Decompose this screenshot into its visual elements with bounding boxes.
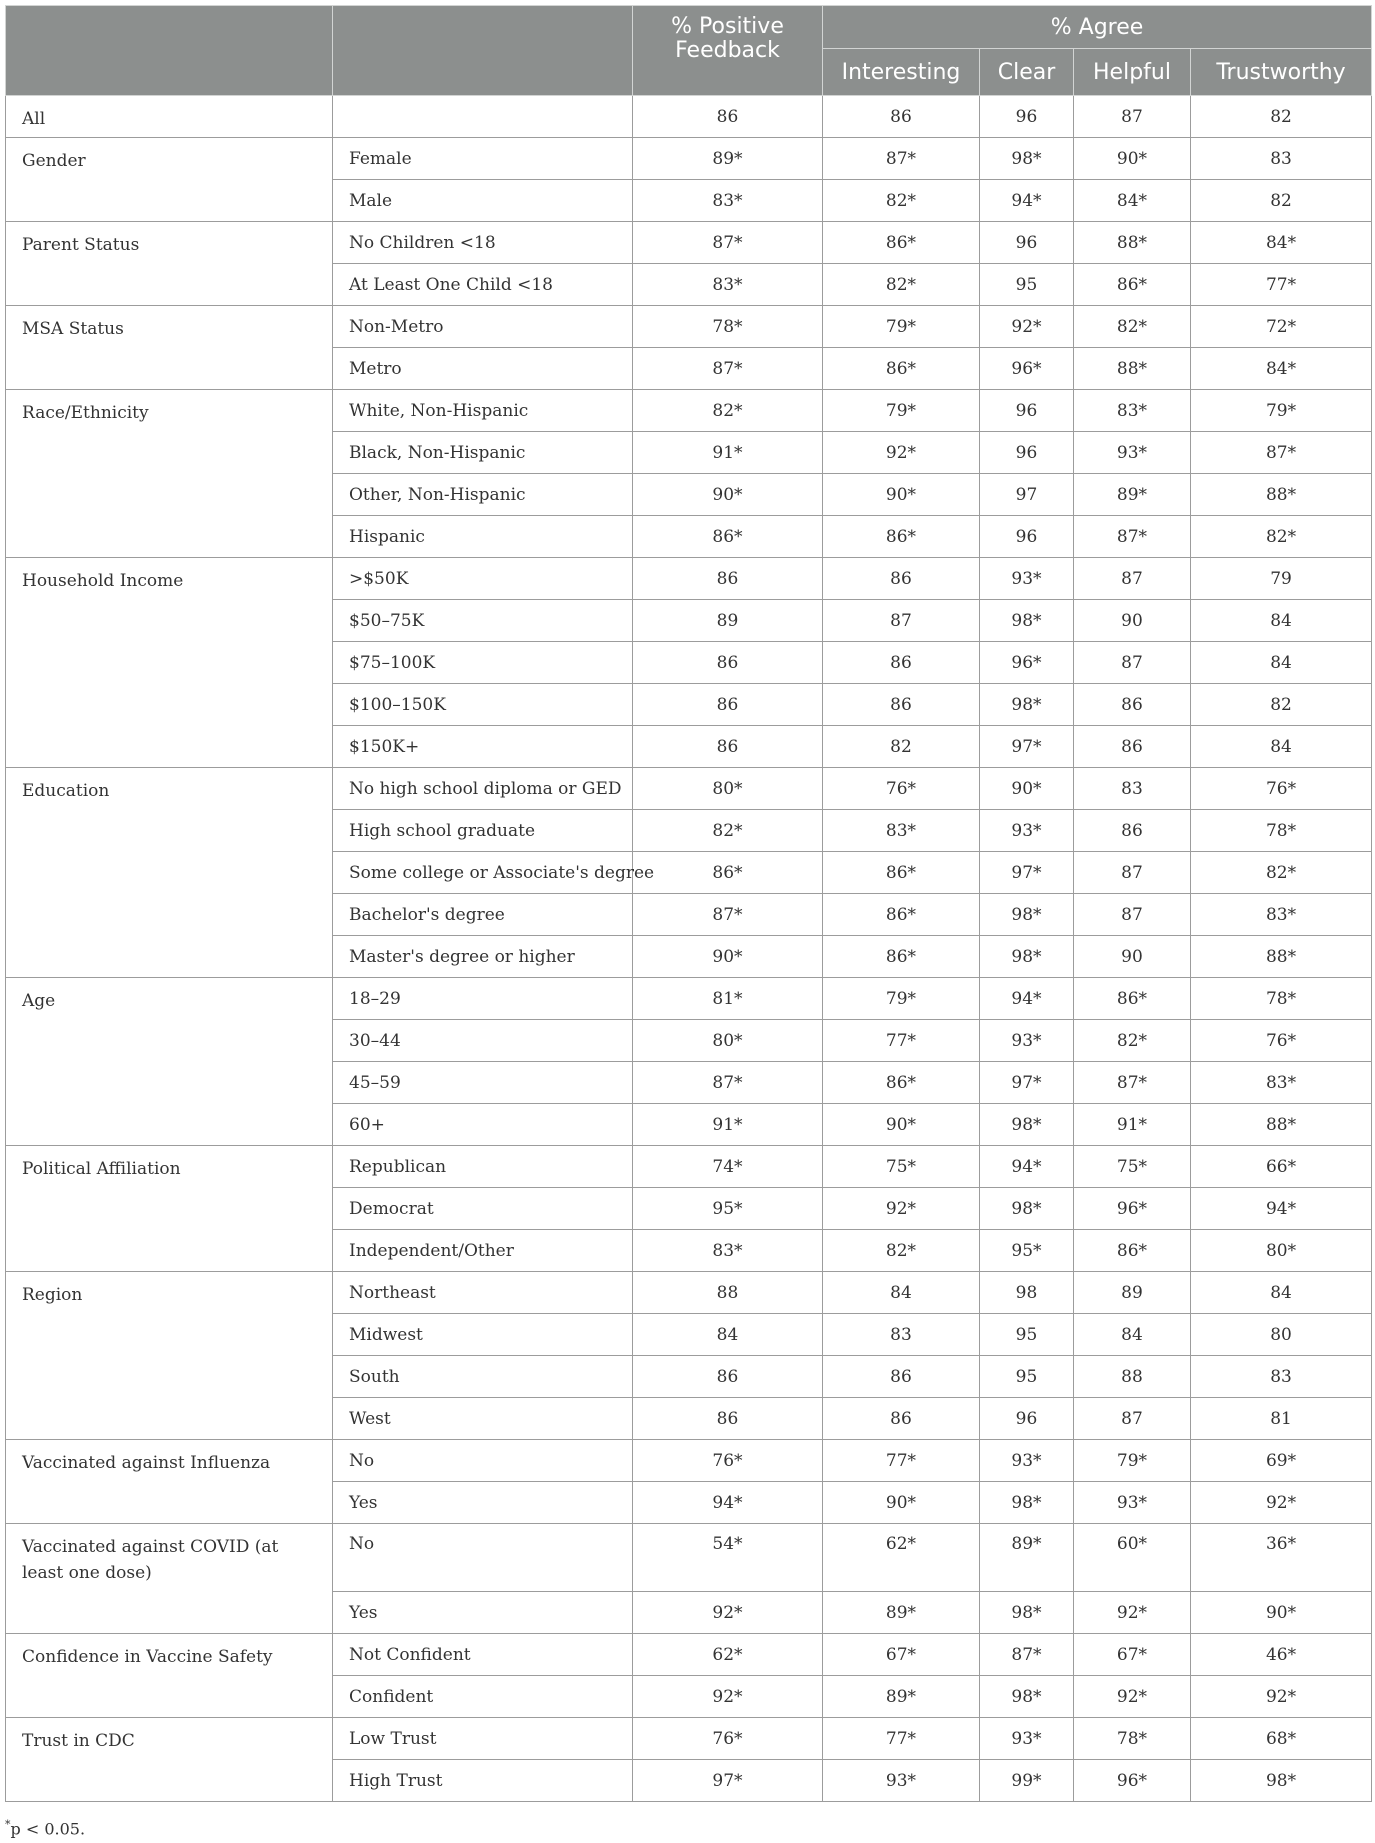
value-cell: 76* [633, 1440, 823, 1482]
group-label: Household Income [6, 558, 333, 768]
value-cell: 93* [823, 1760, 980, 1802]
value-cell: 67* [823, 1634, 980, 1676]
value-cell: 89 [1074, 1272, 1191, 1314]
value-cell: 92* [1074, 1592, 1191, 1634]
group-label: Race/Ethnicity [6, 390, 333, 558]
value-cell: 93* [980, 1440, 1074, 1482]
value-cell: 80* [1191, 1230, 1372, 1272]
value-cell: 89* [823, 1676, 980, 1718]
value-cell: 86* [823, 1062, 980, 1104]
subgroup-label: No high school diploma or GED [333, 768, 633, 810]
footnote-text: p < 0.05. [10, 1819, 86, 1839]
value-cell: 91* [633, 432, 823, 474]
value-cell: 83* [633, 1230, 823, 1272]
group-label: All [6, 96, 333, 138]
value-cell: 86 [1074, 810, 1191, 852]
value-cell: 87 [1074, 894, 1191, 936]
subgroup-label: Low Trust [333, 1718, 633, 1760]
value-cell: 94* [980, 978, 1074, 1020]
group-label: MSA Status [6, 306, 333, 390]
value-cell: 86* [633, 852, 823, 894]
value-cell: 86 [823, 96, 980, 138]
value-cell: 86 [823, 1398, 980, 1440]
footnote [5, 1818, 85, 1838]
group-label: Trust in CDC [6, 1718, 333, 1802]
subgroup-label: Confident [333, 1676, 633, 1718]
value-cell: 88* [1191, 936, 1372, 978]
value-cell: 86* [823, 894, 980, 936]
group-label: Parent Status [6, 222, 333, 306]
value-cell: 87* [633, 894, 823, 936]
header-positive-feedback: % Positive Feedback [633, 6, 823, 96]
value-cell: 82* [823, 180, 980, 222]
value-cell: 86 [633, 642, 823, 684]
value-cell: 87* [633, 222, 823, 264]
subgroup-label: No [333, 1524, 633, 1592]
value-cell: 87 [1074, 642, 1191, 684]
value-cell: 84 [1191, 642, 1372, 684]
value-cell: 90 [1074, 600, 1191, 642]
value-cell: 76* [823, 768, 980, 810]
subgroup-label: Yes [333, 1482, 633, 1524]
value-cell: 87* [980, 1634, 1074, 1676]
header-agree: % Agree [823, 6, 1372, 49]
value-cell: 90* [980, 768, 1074, 810]
value-cell: 95* [633, 1188, 823, 1230]
value-cell: 87 [1074, 96, 1191, 138]
subgroup-label: Hispanic [333, 516, 633, 558]
subgroup-label: 30–44 [333, 1020, 633, 1062]
group-label: Confidence in Vaccine Safety [6, 1634, 333, 1718]
value-cell: 88* [1191, 474, 1372, 516]
subgroup-label: Northeast [333, 1272, 633, 1314]
value-cell: 94* [1191, 1188, 1372, 1230]
value-cell: 90* [823, 474, 980, 516]
value-cell: 93* [980, 810, 1074, 852]
table-row [6, 1524, 1372, 1592]
value-cell: 75* [823, 1146, 980, 1188]
value-cell: 87* [633, 348, 823, 390]
value-cell: 96 [980, 432, 1074, 474]
subgroup-label: 60+ [333, 1104, 633, 1146]
value-cell: 93* [980, 558, 1074, 600]
value-cell: 84 [633, 1314, 823, 1356]
value-cell: 83* [633, 264, 823, 306]
value-cell: 90 [1074, 936, 1191, 978]
value-cell: 87* [1074, 516, 1191, 558]
subgroup-label: Other, Non-Hispanic [333, 474, 633, 516]
table-row [6, 1146, 1372, 1188]
value-cell: 87* [633, 1062, 823, 1104]
value-cell: 77* [823, 1440, 980, 1482]
value-cell: 82* [823, 264, 980, 306]
table-header [6, 6, 1372, 96]
value-cell: 84 [1191, 726, 1372, 768]
table-row [6, 1440, 1372, 1482]
value-cell: 93* [1074, 1482, 1191, 1524]
value-cell: 89* [980, 1524, 1074, 1592]
subgroup-label: No Children <18 [333, 222, 633, 264]
value-cell: 86 [633, 558, 823, 600]
subgroup-label: Midwest [333, 1314, 633, 1356]
value-cell: 96* [1074, 1760, 1191, 1802]
value-cell: 83* [633, 180, 823, 222]
value-cell: 87* [1074, 1062, 1191, 1104]
value-cell: 87* [1191, 432, 1372, 474]
value-cell: 82* [1191, 516, 1372, 558]
value-cell: 79* [823, 306, 980, 348]
value-cell: 86* [823, 936, 980, 978]
value-cell: 92* [823, 1188, 980, 1230]
value-cell: 83 [1191, 1356, 1372, 1398]
subgroup-label: Black, Non-Hispanic [333, 432, 633, 474]
value-cell: 94* [633, 1482, 823, 1524]
value-cell: 88 [1074, 1356, 1191, 1398]
subgroup-label: Republican [333, 1146, 633, 1188]
value-cell: 95 [980, 264, 1074, 306]
value-cell: 84 [823, 1272, 980, 1314]
value-cell: 88 [633, 1272, 823, 1314]
subgroup-label: High Trust [333, 1760, 633, 1802]
value-cell: 86 [823, 558, 980, 600]
value-cell: 92* [980, 306, 1074, 348]
value-cell: 96 [980, 222, 1074, 264]
value-cell: 88* [1191, 1104, 1372, 1146]
value-cell: 84 [1074, 1314, 1191, 1356]
value-cell: 86 [633, 96, 823, 138]
value-cell: 82 [1191, 684, 1372, 726]
value-cell: 79* [823, 978, 980, 1020]
subgroup-label: Metro [333, 348, 633, 390]
value-cell: 88* [1074, 348, 1191, 390]
subgroup-label: Not Confident [333, 1634, 633, 1676]
table-body [6, 96, 1372, 1802]
table-row [6, 306, 1372, 348]
value-cell: 93* [1074, 432, 1191, 474]
value-cell: 98* [980, 1482, 1074, 1524]
table-row [6, 222, 1372, 264]
value-cell: 98* [980, 684, 1074, 726]
value-cell: 89* [633, 138, 823, 180]
value-cell: 86 [823, 684, 980, 726]
value-cell: 84* [1074, 180, 1191, 222]
value-cell: 92* [633, 1592, 823, 1634]
value-cell: 95* [980, 1230, 1074, 1272]
group-label: Age [6, 978, 333, 1146]
subgroup-label: Female [333, 138, 633, 180]
subgroup-label: White, Non-Hispanic [333, 390, 633, 432]
subgroup-label: $100–150K [333, 684, 633, 726]
value-cell: 69* [1191, 1440, 1372, 1482]
value-cell: 80* [633, 1020, 823, 1062]
value-cell: 77* [1191, 264, 1372, 306]
value-cell: 79* [1191, 390, 1372, 432]
value-cell: 95 [980, 1356, 1074, 1398]
group-label: Vaccinated against Influenza [6, 1440, 333, 1524]
subgroup-label: Master's degree or higher [333, 936, 633, 978]
value-cell: 77* [823, 1020, 980, 1062]
value-cell: 89* [1074, 474, 1191, 516]
value-cell: 77* [823, 1718, 980, 1760]
value-cell: 78* [633, 306, 823, 348]
table-row [6, 138, 1372, 180]
table-row [6, 1272, 1372, 1314]
header-clear: Clear [980, 49, 1074, 96]
value-cell: 93* [980, 1020, 1074, 1062]
value-cell: 87 [1074, 558, 1191, 600]
value-cell: 83 [823, 1314, 980, 1356]
value-cell: 84* [1191, 222, 1372, 264]
results-table-container [5, 5, 1371, 1802]
value-cell: 36* [1191, 1524, 1372, 1592]
value-cell: 68* [1191, 1718, 1372, 1760]
value-cell: 82* [823, 1230, 980, 1272]
value-cell: 86* [633, 516, 823, 558]
value-cell: 86 [1074, 684, 1191, 726]
group-label: Gender [6, 138, 333, 222]
group-label: Political Affiliation [6, 1146, 333, 1272]
value-cell: 76* [1191, 768, 1372, 810]
value-cell: 95 [980, 1314, 1074, 1356]
subgroup-label: 45–59 [333, 1062, 633, 1104]
value-cell: 54* [633, 1524, 823, 1592]
value-cell: 83* [1074, 390, 1191, 432]
header-interesting: Interesting [823, 49, 980, 96]
subgroup-label: No [333, 1440, 633, 1482]
value-cell: 98* [980, 1104, 1074, 1146]
header-empty-subgroup [333, 6, 633, 96]
value-cell: 82* [1074, 306, 1191, 348]
value-cell: 86 [633, 726, 823, 768]
value-cell: 82* [633, 390, 823, 432]
value-cell: 86 [633, 1398, 823, 1440]
value-cell: 66* [1191, 1146, 1372, 1188]
value-cell: 92* [1191, 1676, 1372, 1718]
value-cell: 83* [823, 810, 980, 852]
value-cell: 96* [1074, 1188, 1191, 1230]
value-cell: 86 [633, 684, 823, 726]
value-cell: 82 [1191, 96, 1372, 138]
value-cell: 86* [823, 516, 980, 558]
group-label: Education [6, 768, 333, 978]
group-label: Vaccinated against COVID (at least one dose) [6, 1524, 333, 1634]
value-cell: 91* [1074, 1104, 1191, 1146]
value-cell: 86* [823, 852, 980, 894]
value-cell: 97* [633, 1760, 823, 1802]
value-cell: 97* [980, 1062, 1074, 1104]
value-cell: 79* [1074, 1440, 1191, 1482]
value-cell: 62* [633, 1634, 823, 1676]
value-cell: 82* [633, 810, 823, 852]
subgroup-label: $150K+ [333, 726, 633, 768]
value-cell: 82 [823, 726, 980, 768]
value-cell: 78* [1074, 1718, 1191, 1760]
value-cell: 90* [633, 474, 823, 516]
table-row [6, 768, 1372, 810]
value-cell: 90* [823, 1104, 980, 1146]
table-row [6, 390, 1372, 432]
value-cell: 75* [1074, 1146, 1191, 1188]
value-cell: 96 [980, 390, 1074, 432]
value-cell: 90* [1191, 1592, 1372, 1634]
value-cell: 83 [1074, 768, 1191, 810]
subgroup-label: Non-Metro [333, 306, 633, 348]
value-cell: 72* [1191, 306, 1372, 348]
value-cell: 90* [1074, 138, 1191, 180]
value-cell: 86* [823, 222, 980, 264]
value-cell: 89* [823, 1592, 980, 1634]
value-cell: 96* [980, 642, 1074, 684]
subgroup-label: Democrat [333, 1188, 633, 1230]
value-cell: 86 [823, 642, 980, 684]
value-cell: 97 [980, 474, 1074, 516]
subgroup-label: $75–100K [333, 642, 633, 684]
subgroup-label: Some college or Associate's degree [333, 852, 633, 894]
header-empty-group [6, 6, 333, 96]
subgroup-label: West [333, 1398, 633, 1440]
value-cell: 82* [1191, 852, 1372, 894]
value-cell: 96 [980, 96, 1074, 138]
subgroup-label: Bachelor's degree [333, 894, 633, 936]
value-cell: 46* [1191, 1634, 1372, 1676]
value-cell: 92* [633, 1676, 823, 1718]
value-cell: 88* [1074, 222, 1191, 264]
value-cell: 86 [823, 1356, 980, 1398]
value-cell: 81 [1191, 1398, 1372, 1440]
value-cell: 86* [1074, 264, 1191, 306]
value-cell: 76* [633, 1718, 823, 1760]
value-cell: 78* [1191, 978, 1372, 1020]
value-cell: 94* [980, 180, 1074, 222]
value-cell: 86* [1074, 978, 1191, 1020]
subgroup-label: >$50K [333, 558, 633, 600]
value-cell: 92* [823, 432, 980, 474]
value-cell: 79 [1191, 558, 1372, 600]
value-cell: 87* [823, 138, 980, 180]
value-cell: 98* [980, 1592, 1074, 1634]
header-trustworthy: Trustworthy [1191, 49, 1372, 96]
subgroup-label: Male [333, 180, 633, 222]
value-cell: 67* [1074, 1634, 1191, 1676]
subgroup-label: 18–29 [333, 978, 633, 1020]
subgroup-label: High school graduate [333, 810, 633, 852]
value-cell: 98* [1191, 1760, 1372, 1802]
subgroup-label [333, 96, 633, 138]
value-cell: 86 [1074, 726, 1191, 768]
value-cell: 86* [1074, 1230, 1191, 1272]
value-cell: 79* [823, 390, 980, 432]
value-cell: 98* [980, 1676, 1074, 1718]
table-row [6, 1718, 1372, 1760]
value-cell: 84 [1191, 1272, 1372, 1314]
value-cell: 82* [1074, 1020, 1191, 1062]
value-cell: 83* [1191, 894, 1372, 936]
value-cell: 96* [980, 348, 1074, 390]
value-cell: 98 [980, 1272, 1074, 1314]
value-cell: 78* [1191, 810, 1372, 852]
results-table [5, 5, 1372, 1802]
value-cell: 80* [633, 768, 823, 810]
value-cell: 91* [633, 1104, 823, 1146]
value-cell: 87 [1074, 1398, 1191, 1440]
value-cell: 60* [1074, 1524, 1191, 1592]
value-cell: 98* [980, 138, 1074, 180]
subgroup-label: Yes [333, 1592, 633, 1634]
value-cell: 82 [1191, 180, 1372, 222]
table-row [6, 978, 1372, 1020]
value-cell: 96 [980, 1398, 1074, 1440]
table-row [6, 558, 1372, 600]
subgroup-label: South [333, 1356, 633, 1398]
value-cell: 83 [1191, 138, 1372, 180]
table-row [6, 96, 1372, 138]
value-cell: 89 [633, 600, 823, 642]
value-cell: 98* [980, 1188, 1074, 1230]
value-cell: 84 [1191, 600, 1372, 642]
value-cell: 76* [1191, 1020, 1372, 1062]
value-cell: 96 [980, 516, 1074, 558]
value-cell: 92* [1074, 1676, 1191, 1718]
value-cell: 80 [1191, 1314, 1372, 1356]
value-cell: 84* [1191, 348, 1372, 390]
subgroup-label: Independent/Other [333, 1230, 633, 1272]
value-cell: 92* [1191, 1482, 1372, 1524]
footnote-mark: * [5, 1818, 11, 1831]
header-helpful: Helpful [1074, 49, 1191, 96]
value-cell: 98* [980, 894, 1074, 936]
value-cell: 99* [980, 1760, 1074, 1802]
value-cell: 90* [633, 936, 823, 978]
table-row [6, 1634, 1372, 1676]
value-cell: 98* [980, 600, 1074, 642]
subgroup-label: At Least One Child <18 [333, 264, 633, 306]
value-cell: 98* [980, 936, 1074, 978]
value-cell: 90* [823, 1482, 980, 1524]
value-cell: 87 [1074, 852, 1191, 894]
value-cell: 93* [980, 1718, 1074, 1760]
value-cell: 94* [980, 1146, 1074, 1188]
value-cell: 62* [823, 1524, 980, 1592]
value-cell: 86 [633, 1356, 823, 1398]
value-cell: 97* [980, 852, 1074, 894]
value-cell: 86* [823, 348, 980, 390]
value-cell: 87 [823, 600, 980, 642]
group-label: Region [6, 1272, 333, 1440]
value-cell: 81* [633, 978, 823, 1020]
value-cell: 97* [980, 726, 1074, 768]
value-cell: 83* [1191, 1062, 1372, 1104]
subgroup-label: $50–75K [333, 600, 633, 642]
value-cell: 74* [633, 1146, 823, 1188]
